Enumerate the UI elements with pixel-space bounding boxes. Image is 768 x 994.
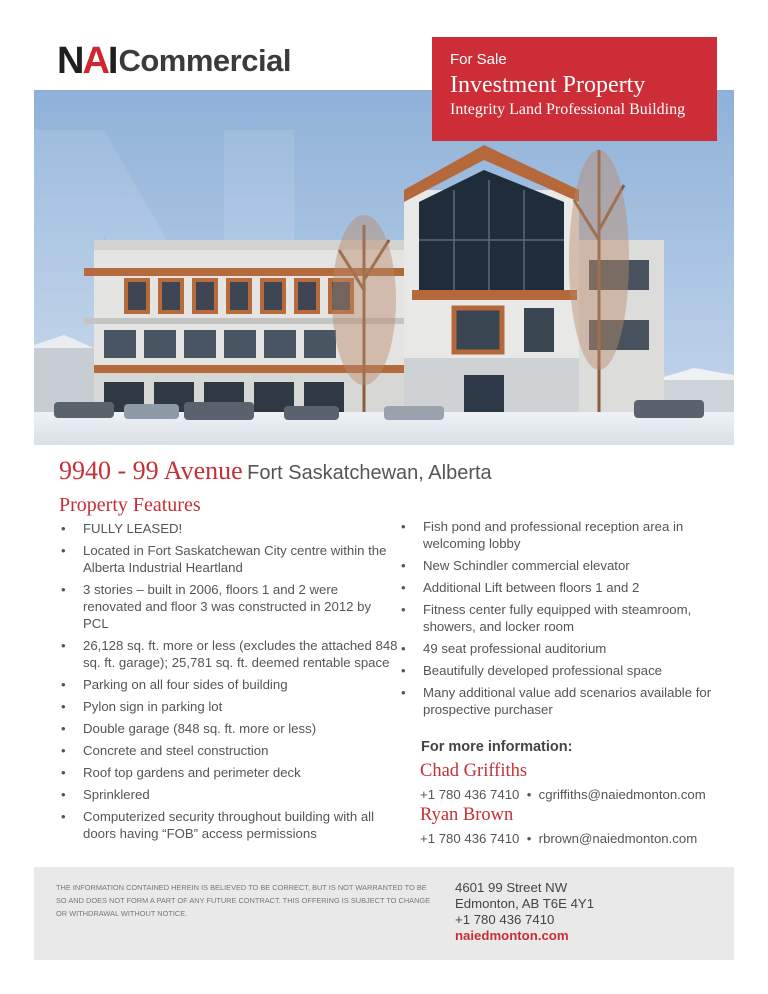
feature-item: • Parking on all four sides of building [59,676,399,693]
contact-name-ryan: Ryan Brown [420,805,514,825]
contact-email[interactable]: cgriffiths@naiedmonton.com [538,787,706,802]
address-street: 9940 - 99 Avenue [59,456,243,485]
features-list-left [59,520,399,847]
office-street: 4601 99 Street NW [455,880,568,895]
feature-item: • Additional Lift between floors 1 and 2 [399,579,719,596]
feature-item: • FULLY LEASED! [59,520,399,537]
contact-email[interactable]: rbrown@naiedmonton.com [538,831,698,846]
contact-heading: For more information: [421,739,573,755]
address-city: Fort Saskatchewan, Alberta [247,462,492,484]
feature-item: • Beautifully developed professional space [399,662,719,679]
disclaimer-text: THE INFORMATION CONTAINED HEREIN IS BELIEVED TO BE CORRECT, BUT IS NOT WARRANTED TO BE SO AND DOES NOT FORM A PART OF ANY FUTURE CONTRACT. THIS OFFERING IS SUBJECT TO CHANGE OR WITHDRAWAL WITHOUT NOTICE. [56,883,431,918]
listing-banner [432,37,717,141]
listing-status: For Sale [450,51,507,68]
feature-item: • Roof top gardens and perimeter deck [59,764,399,781]
office-address [455,880,594,944]
feature-item: • 49 seat professional auditorium [399,640,719,657]
feature-item: • Many additional value add scenarios available for prospective purchaser [399,684,719,718]
contact-phone[interactable]: +1 780 436 7410 [420,831,520,846]
feature-item: • Computerized security throughout building with all doors having “FOB” access permissions [59,808,399,842]
feature-item: • Sprinklered [59,786,399,803]
property-address [59,456,492,486]
feature-item: • Fitness center fully equipped with steamroom, showers, and locker room [399,601,719,635]
building-photo [34,90,734,445]
nai-commercial-logo [57,40,291,80]
building-name: Integrity Land Professional Building [450,101,686,118]
feature-item: • New Schindler commercial elevator [399,557,719,574]
features-list-right [399,518,719,723]
listing-type: Investment Property [450,72,646,98]
feature-item: • 26,128 sq. ft. more or less (excludes the attached 848 sq. ft. garage); 25,781 sq. ft. deemed rentable space [59,637,399,671]
features-heading: Property Features [59,494,201,516]
feature-item: • Fish pond and professional reception area in welcoming lobby [399,518,719,552]
feature-item: • Pylon sign in parking lot [59,698,399,715]
logo-word: Commercial [118,43,291,78]
feature-item: • 3 stories – built in 2006, floors 1 and 2 were renovated and floor 3 was constructed in 2012 by PCL [59,581,399,632]
contact-info-chad [420,787,706,802]
feature-item: • Concrete and steel construction [59,742,399,759]
feature-item: • Double garage (848 sq. ft. more or less) [59,720,399,737]
office-phone[interactable]: +1 780 436 7410 [455,912,555,927]
contact-name-chad: Chad Griffiths [420,761,528,781]
website-link[interactable]: naiedmonton.com [455,928,569,943]
separator-dot: • [523,831,535,846]
contact-phone[interactable]: +1 780 436 7410 [420,787,520,802]
contact-info-ryan [420,831,697,846]
footer [34,867,734,960]
separator-dot: • [523,787,535,802]
feature-item: • Located in Fort Saskatchewan City centre within the Alberta Industrial Heartland [59,542,399,576]
office-city: Edmonton, AB T6E 4Y1 [455,896,595,911]
logo-mark: NAI [57,40,117,82]
